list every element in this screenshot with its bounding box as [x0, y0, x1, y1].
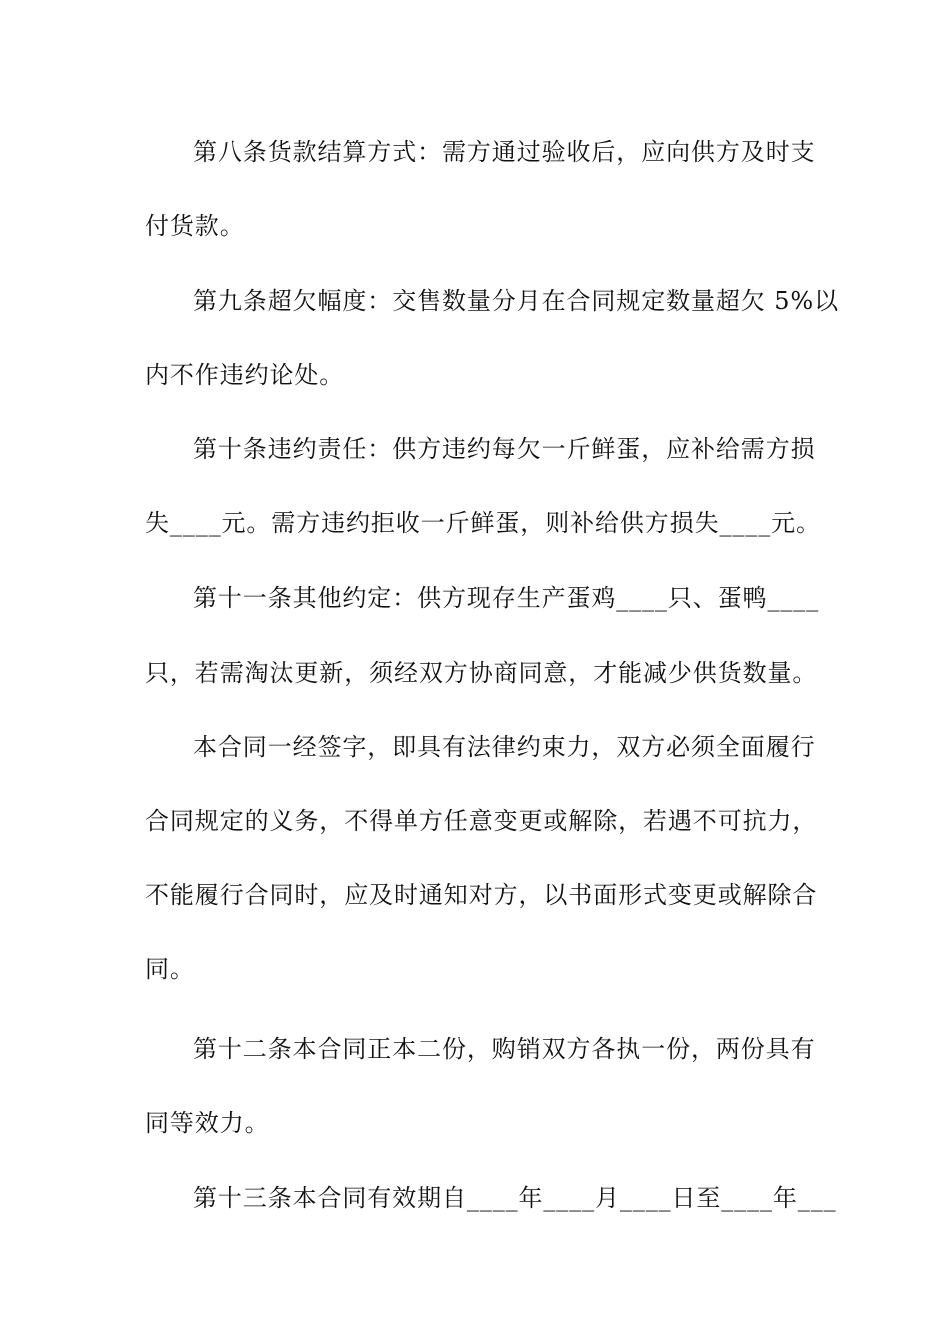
binding-clause-line-4: 同。 [145, 955, 195, 983]
clause-11-line-1: 第十一条其他约定：供方现存生产蛋鸡____只、蛋鸭____ [193, 584, 820, 612]
clause-12-line-1: 第十二条本合同正本二份，购销双方各执一份，两份具有 [193, 1035, 816, 1063]
clause-11-line-2: 只，若需淘汰更新，须经双方协商同意，才能减少供货数量。 [145, 659, 818, 687]
clause-8-line-2: 付货款。 [145, 212, 245, 240]
clause-13-line-1: 第十三条本合同有效期自____年____月____日至____年___ [193, 1184, 837, 1212]
binding-clause-line-1: 本合同一经签字，即具有法律约束力，双方必须全面履行 [193, 733, 816, 761]
binding-clause-line-3: 不能履行合同时，应及时通知对方，以书面形式变更或解除合 [145, 881, 818, 909]
clause-10-line-1: 第十条违约责任：供方违约每欠一斤鲜蛋，应补给需方损 [193, 435, 816, 463]
clause-9-line-2: 内不作违约论处。 [145, 361, 345, 389]
clause-8-line-1: 第八条货款结算方式：需方通过验收后，应向供方及时支 [193, 138, 816, 166]
clause-12-line-2: 同等效力。 [145, 1109, 270, 1137]
clause-9-line-1: 第九条超欠幅度：交售数量分月在合同规定数量超欠 5%以 [193, 287, 840, 315]
binding-clause-line-2: 合同规定的义务，不得单方任意变更或解除，若遇不可抗力， [145, 807, 818, 835]
clause-10-line-2: 失____元。需方违约拒收一斤鲜蛋，则补给供方损失____元。 [145, 509, 821, 537]
